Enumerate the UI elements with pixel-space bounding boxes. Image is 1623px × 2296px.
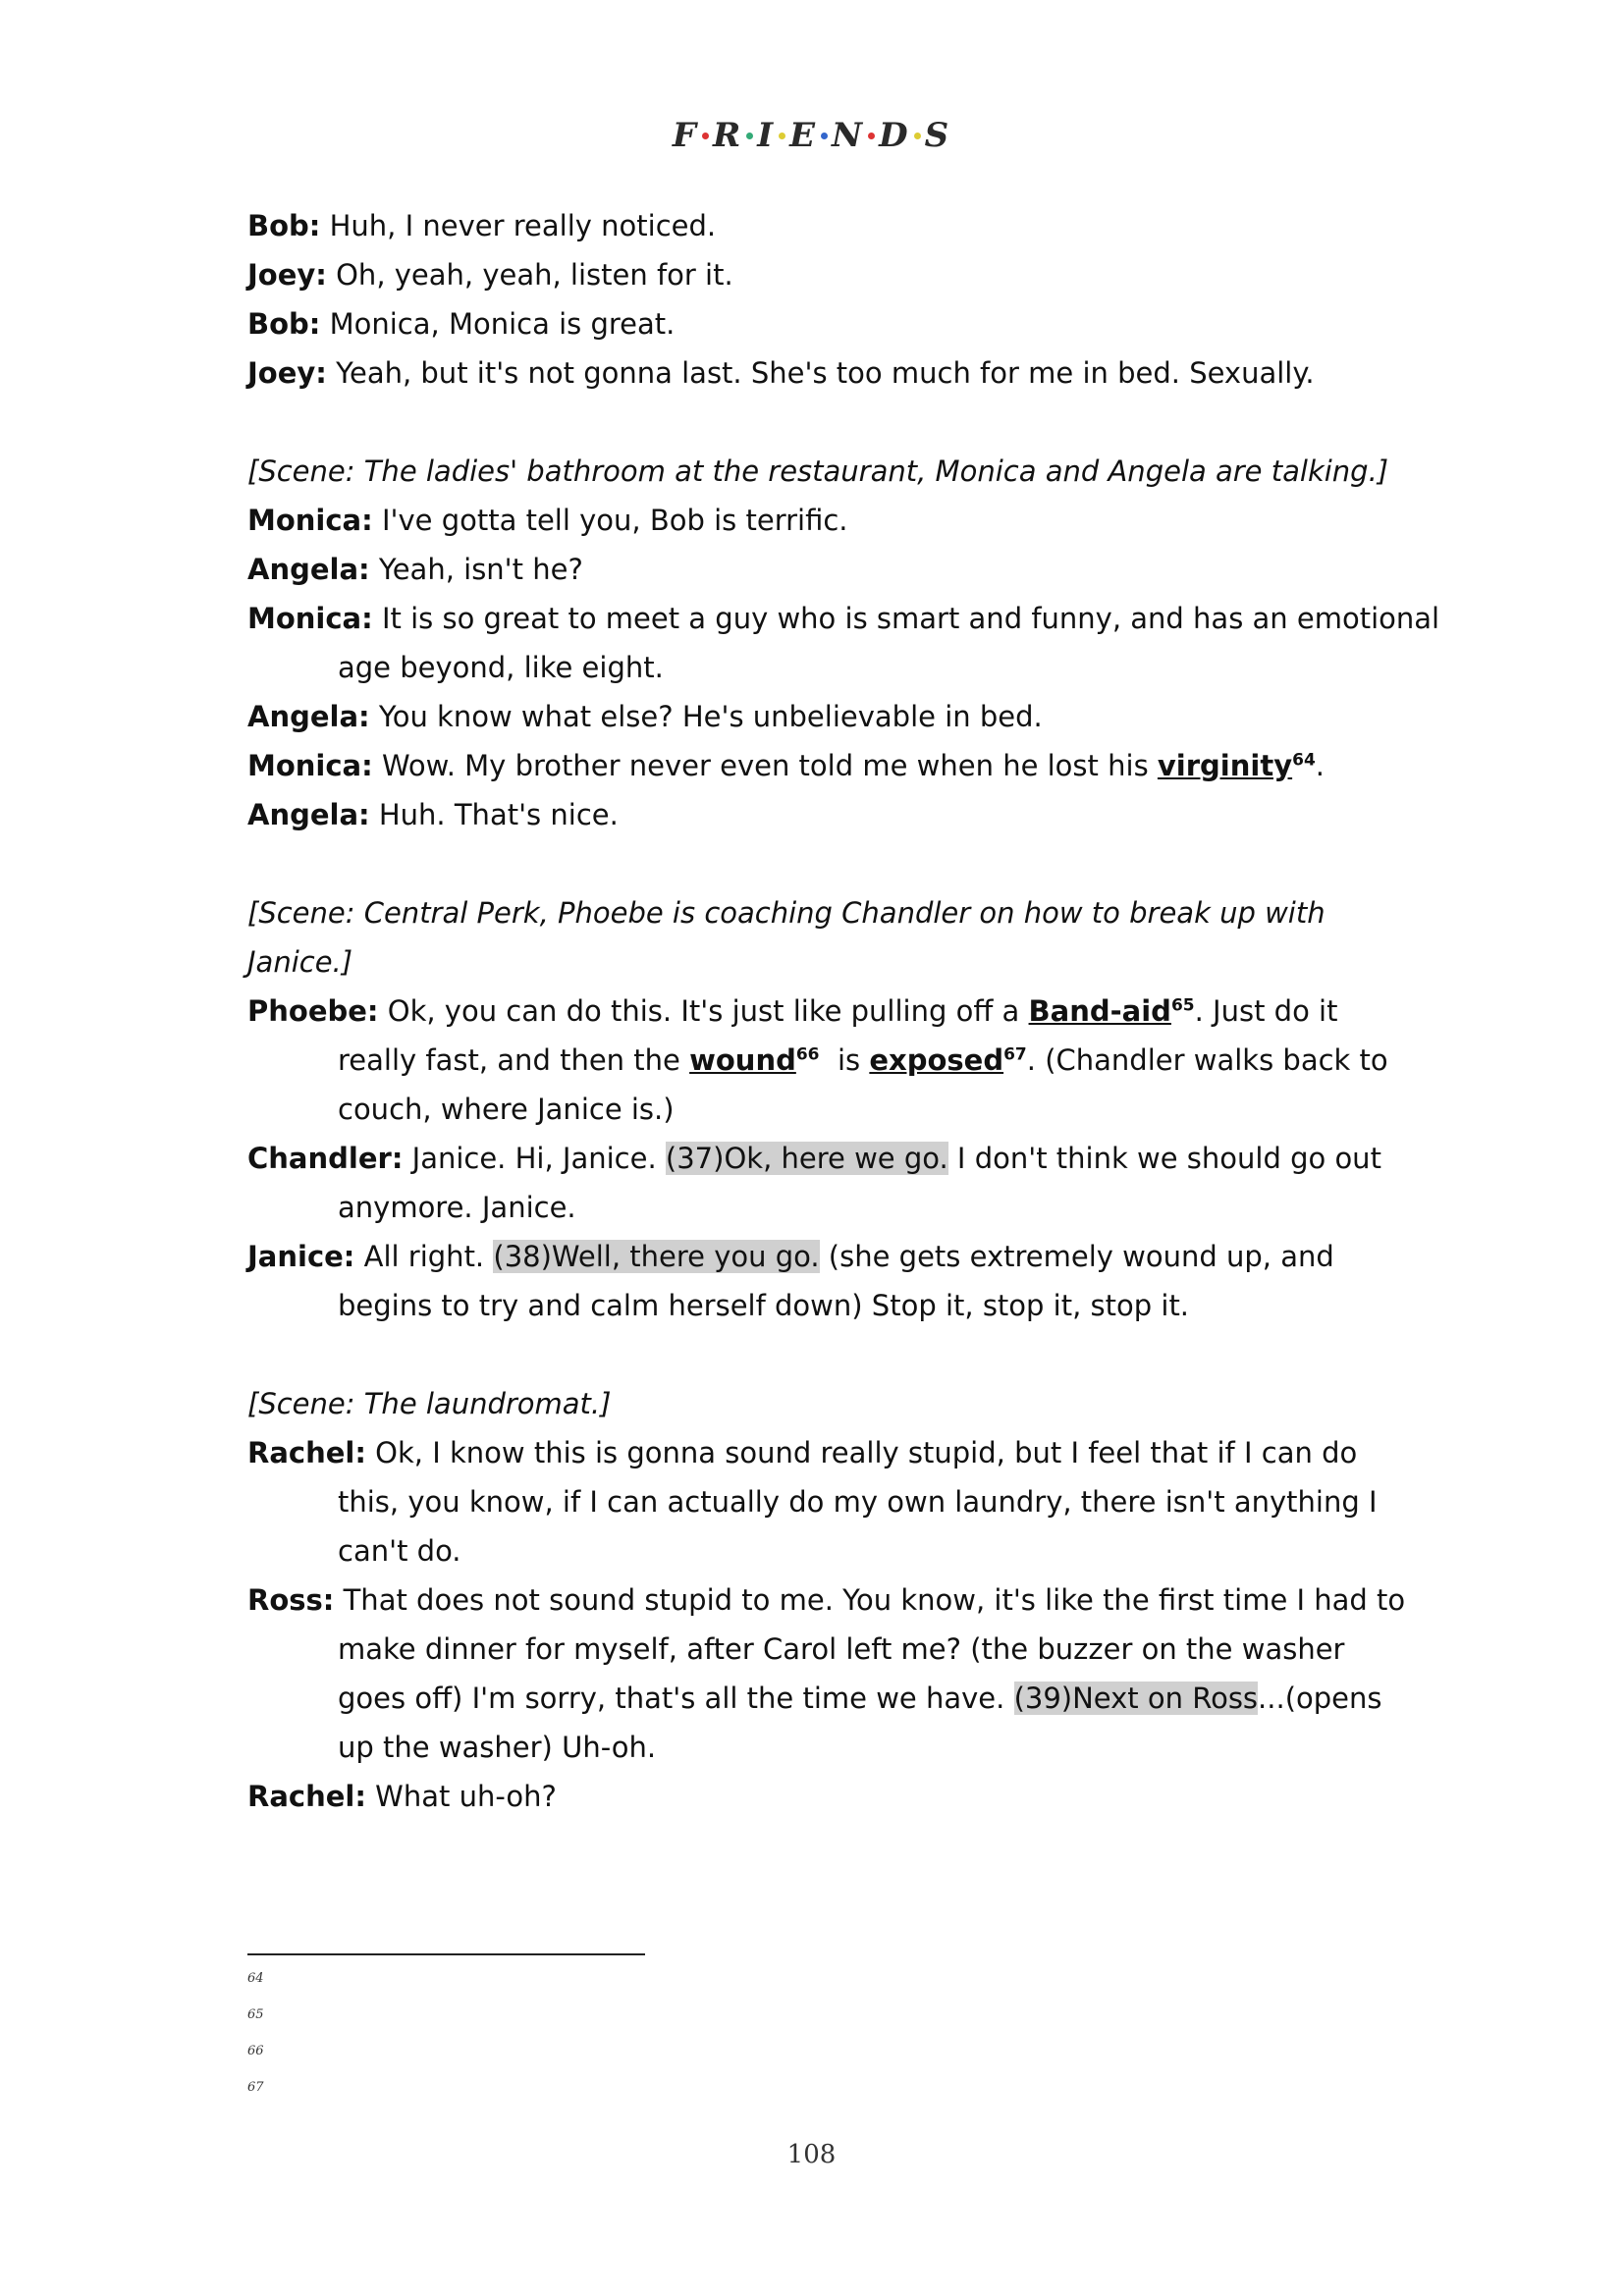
speaker-name: Angela:: [247, 553, 370, 586]
dialogue-line: [247, 545, 1406, 594]
dialogue-text: Ok, I know this is gonna sound really stupid, but I feel that if I can do: [365, 1436, 1358, 1469]
dialogue-text: I don't think we should go out: [947, 1142, 1381, 1175]
dialogue-text: It is so great to meet a guy who is smart and funny, and has an emotional: [372, 602, 1440, 635]
dialogue-text: Huh. That's nice.: [369, 798, 619, 831]
dialogue-continuation: age beyond, like eight.: [338, 651, 664, 684]
speaker-name: Rachel:: [247, 1780, 366, 1813]
footnote-number: 65: [247, 2007, 264, 2022]
dialogue-line: [247, 250, 1406, 299]
spacer: [247, 1330, 1406, 1379]
dialogue-continuation: make dinner for myself, after Carol left me? (the buzzer on the washer: [338, 1632, 1345, 1666]
scene-heading: [Scene: The laundromat.]: [247, 1387, 612, 1420]
logo-letter: R: [712, 116, 743, 155]
speaker-name: Monica:: [247, 602, 373, 635]
dialogue-continuation: up the washer) Uh-oh.: [338, 1731, 657, 1764]
footnote-ref: 66: [795, 1044, 820, 1065]
footnote-number: 67: [247, 2080, 264, 2095]
dialogue-text: (she gets extremely wound up, and: [819, 1240, 1334, 1273]
footnote-number: 66: [247, 2044, 264, 2058]
dialogue-text: All right.: [354, 1240, 494, 1273]
vocab-word: Band-aid: [1028, 994, 1171, 1028]
scene-heading-cont: Janice.]: [247, 945, 353, 979]
speaker-name: Bob:: [247, 209, 321, 242]
dialogue-line: [247, 790, 1406, 839]
dialogue-text: Ok, you can do this. It's just like pulling off a: [378, 994, 1029, 1028]
dialogue-line: [247, 594, 1440, 643]
logo-dot: [868, 133, 875, 139]
logo-letter: N: [832, 116, 865, 155]
dialogue-line: [247, 1134, 1406, 1183]
speaker-name: Monica:: [247, 504, 373, 537]
dialogue-continuation: couch, where Janice is.): [338, 1093, 675, 1126]
dialogue-line: [247, 201, 1406, 250]
speaker-name: Angela:: [247, 798, 370, 831]
vocab-word: wound: [689, 1043, 796, 1077]
logo-letter: D: [879, 116, 910, 155]
dialogue-text: really fast, and then the: [338, 1043, 690, 1077]
dialogue-text: .: [1315, 749, 1325, 782]
dialogue-text: You know what else? He's unbelievable in bed.: [369, 700, 1043, 733]
dialogue-line: [247, 348, 1406, 398]
scene-heading: [Scene: The ladies' bathroom at the restaurant, Monica and Angela are talking.]: [247, 454, 1389, 488]
footnote-ref: 67: [1003, 1044, 1027, 1065]
dialogue-continuation: [247, 1674, 1406, 1723]
spacer: [247, 398, 1406, 447]
logo-dot: [914, 133, 921, 139]
speaker-name: Chandler:: [247, 1142, 404, 1175]
speaker-name: Phoebe:: [247, 994, 379, 1028]
dialogue-line: [247, 1575, 1406, 1625]
logo-dot: [746, 133, 753, 139]
speaker-name: Rachel:: [247, 1436, 366, 1469]
footnote-ref: 64: [1292, 750, 1316, 771]
logo-letter: I: [757, 116, 776, 155]
dialogue-text: is: [819, 1043, 870, 1077]
dialogue-text: Oh, yeah, yeah, listen for it.: [326, 258, 733, 292]
logo-dot: [821, 133, 828, 139]
vocab-word: virginity: [1157, 749, 1293, 782]
dialogue-continuation: begins to try and calm herself down) Stop it, stop it, stop it.: [338, 1289, 1190, 1322]
dialogue-continuation: anymore. Janice.: [338, 1191, 576, 1224]
logo-letter: S: [924, 116, 951, 155]
dialogue-line: [247, 1232, 1406, 1281]
footnote-ref: 65: [1170, 995, 1195, 1016]
logo-letter: E: [789, 116, 818, 155]
dialogue-line: [247, 496, 1406, 545]
speaker-name: Ross:: [247, 1583, 335, 1617]
friends-logo: [0, 116, 1623, 155]
footnote-divider: [247, 1953, 645, 1955]
speaker-name: Bob:: [247, 307, 321, 341]
dialogue-text: I've gotta tell you, Bob is terrific.: [372, 504, 848, 537]
footnote-number: 64: [247, 1971, 264, 1986]
highlighted-phrase: (38)Well, there you go.: [493, 1240, 820, 1273]
highlighted-phrase: (39)Next on Ross: [1013, 1682, 1259, 1715]
logo-dot: [779, 133, 785, 139]
dialogue-text: goes off) I'm sorry, that's all the time we have.: [338, 1682, 1014, 1715]
dialogue-text: Huh, I never really noticed.: [320, 209, 717, 242]
logo-dot: [702, 133, 709, 139]
dialogue-continuation: can't do.: [338, 1534, 461, 1568]
dialogue-line: [247, 692, 1406, 741]
dialogue-continuation: [247, 1036, 1406, 1085]
dialogue-text: That does not sound stupid to me. You know, it's like the first time I had to: [334, 1583, 1406, 1617]
speaker-name: Angela:: [247, 700, 370, 733]
dialogue-text: Janice. Hi, Janice.: [403, 1142, 666, 1175]
scene-heading: [Scene: Central Perk, Phoebe is coaching Chandler on how to break up with: [247, 896, 1325, 930]
page-number: 108: [786, 2140, 837, 2169]
dialogue-text: . (Chandler walks back to: [1026, 1043, 1388, 1077]
dialogue-line: [247, 1428, 1406, 1477]
dialogue-text: Monica, Monica is great.: [320, 307, 676, 341]
spacer: [247, 839, 1406, 888]
speaker-name: Janice:: [247, 1240, 355, 1273]
speaker-name: Joey:: [247, 356, 327, 390]
dialogue-text: Yeah, but it's not gonna last. She's too much for me in bed. Sexually.: [326, 356, 1315, 390]
dialogue-line: [247, 987, 1406, 1036]
dialogue-line: [247, 299, 1406, 348]
dialogue-text: ...(opens: [1258, 1682, 1382, 1715]
dialogue-continuation: this, you know, if I can actually do my own laundry, there isn't anything I: [338, 1485, 1378, 1519]
script-body: [247, 201, 1440, 1821]
speaker-name: Monica:: [247, 749, 373, 782]
dialogue-line: [247, 1772, 1406, 1821]
logo-letter: F: [672, 116, 698, 155]
dialogue-text: Yeah, isn't he?: [369, 553, 583, 586]
speaker-name: Joey:: [247, 258, 327, 292]
dialogue-text: Wow. My brother never even told me when he lost his: [372, 749, 1158, 782]
dialogue-text: . Just do it: [1194, 994, 1338, 1028]
dialogue-text: What uh-oh?: [365, 1780, 557, 1813]
vocab-word: exposed: [869, 1043, 1004, 1077]
dialogue-line: [247, 741, 1406, 790]
highlighted-phrase: (37)Ok, here we go.: [665, 1142, 948, 1175]
